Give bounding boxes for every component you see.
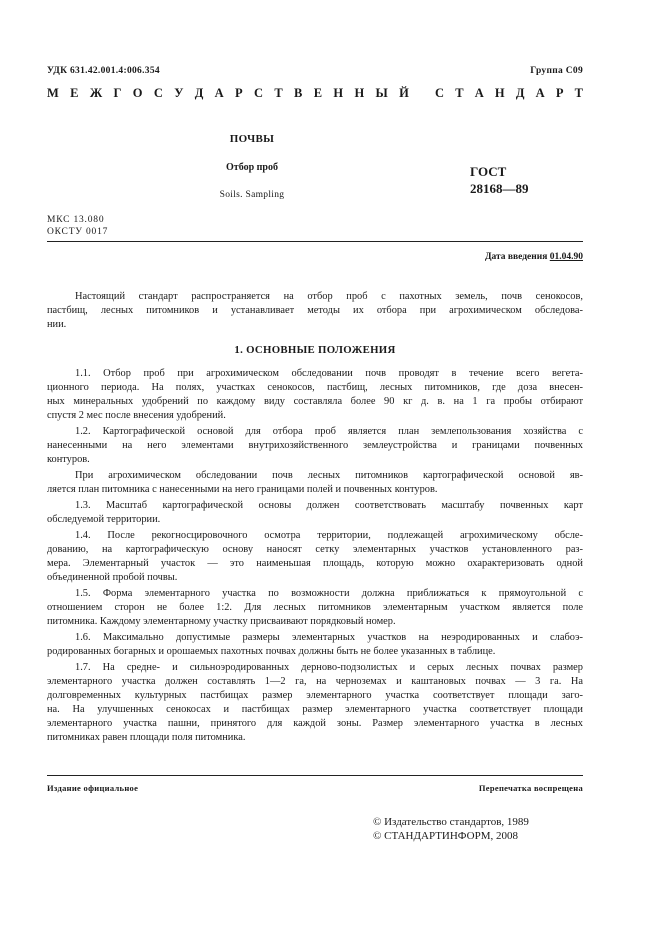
- udk-code: УДК 631.42.001.4:006.354: [47, 66, 160, 76]
- section-paragraph: [47, 367, 583, 423]
- section-paragraph: [47, 529, 583, 585]
- banner-word1-letter: М: [47, 86, 59, 100]
- header-divider: [47, 241, 583, 242]
- mks-code: МКС 13.080: [47, 215, 105, 225]
- section-paragraph-line: 1.4. После рекогносцировочного осмотра территории, подлежащей агрохимическому обсле-: [75, 530, 583, 541]
- group-code: Группа С09: [530, 66, 583, 76]
- section-paragraph-line: обследуемой территории.: [47, 514, 161, 525]
- document-title: ПОЧВЫ: [229, 133, 275, 145]
- copyright-publisher: © Издательство стандартов, 1989: [373, 816, 529, 828]
- banner-word-interstate: [47, 86, 409, 101]
- intro-date-label: Дата введения: [484, 252, 548, 262]
- banner-word1-letter: Ы: [375, 86, 388, 100]
- section-paragraph-line: родированных богарных и орошаемых пахотных почвах должны быть не более указанных в таблице.: [47, 646, 496, 657]
- reprint-note: Перепечатка воспрещена: [478, 783, 583, 793]
- section-paragraph-line: питомника. Каждому элементарному участку присваивают порядковый номер.: [47, 616, 396, 627]
- section-paragraph-line: спустя 2 мес после внесения удобрений.: [47, 410, 226, 421]
- section-body: [47, 367, 583, 747]
- banner-word1-letter: Е: [313, 86, 323, 100]
- section-paragraph-line: контуров.: [47, 454, 90, 465]
- banner-word1-letter: Й: [399, 86, 409, 100]
- banner-word1-letter: Г: [113, 86, 122, 100]
- banner-word1-letter: Ж: [89, 86, 103, 100]
- section-paragraph: [47, 661, 583, 745]
- banner-word1-letter: Т: [274, 86, 283, 100]
- banner-word2-letter: Д: [515, 86, 525, 100]
- section-paragraph-line: мера. Элементарный участок — это наименьшая площадь, которую можно охарактеризовать одной: [47, 558, 583, 569]
- section-paragraph-line: 1.1. Отбор проб при агрохимическом обследовании почв проводят в течение всего вегета-: [75, 368, 583, 379]
- section-paragraph-line: элементарного участка должен составлять 1—2 га, на черноземах и каштановых почвах — 3 га. На: [47, 676, 583, 687]
- intro-paragraph-line: нии.: [47, 319, 67, 330]
- edition-note: Издание официальное: [47, 783, 139, 793]
- banner-word1-letter: Н: [354, 86, 365, 100]
- section-paragraph-line: питомниках равен площади поля питомника.: [47, 732, 246, 743]
- banner-word2-letter: А: [535, 86, 545, 100]
- section-paragraph-line: отношением сторон не более 1:2. Для лесных питомников элементарным участком является поле: [47, 602, 583, 613]
- copyright-block: [373, 815, 583, 843]
- section-paragraph-line: элементарного участка пашни, принятого для каждой зоны. Размер элементарного участка в лесных: [47, 718, 583, 729]
- footer-divider: [47, 775, 583, 776]
- standard-banner: [47, 86, 583, 101]
- section-title: 1. ОСНОВНЫЕ ПОЛОЖЕНИЯ: [234, 344, 396, 356]
- gost-label: ГОСТ: [470, 164, 507, 179]
- banner-word1-letter: Е: [70, 86, 79, 100]
- banner-word1-letter: С: [254, 86, 264, 100]
- banner-word1-letter: Д: [194, 86, 204, 100]
- banner-word2-letter: Т: [574, 86, 583, 100]
- banner-word1-letter: В: [294, 86, 303, 100]
- gost-number: 28168—89: [470, 181, 529, 196]
- banner-word1-letter: С: [153, 86, 163, 100]
- section-paragraph-line: 1.6. Максимально допустимые размеры элементарных участков на неэродированных и слабоэ-: [75, 632, 583, 643]
- section-paragraph-line: объединенной пробой почвы.: [47, 572, 178, 583]
- section-paragraph-line: дованию, на картографическую основу наносят сетку элементарных участков установленного раз-: [47, 544, 583, 555]
- section-paragraph-line: ционного периода. На полях, участках сенокосов, пастбищ, лесных питомников, где доза внесен-: [47, 382, 583, 393]
- section-paragraph: [47, 631, 583, 659]
- intro-paragraph-line: пастбищ, лесных питомников и устанавливает методы их отбора при агрохимическом обследова-: [47, 305, 583, 316]
- copyright-standartinform: © СТАНДАРТИНФОРМ, 2008: [373, 830, 518, 842]
- banner-word2-letter: Т: [455, 86, 464, 100]
- section-paragraph-line: нанесенными на него элементами внутрихозяйственного землеустройства и границами почвенных: [47, 440, 583, 451]
- section-paragraph-line: долговременных культурных пастбищах размер элементарного участка соответствует площади заго-: [47, 690, 583, 701]
- banner-word-standard: [435, 86, 583, 101]
- section-paragraph: [47, 587, 583, 629]
- banner-word2-letter: С: [435, 86, 445, 100]
- banner-word1-letter: О: [132, 86, 143, 100]
- intro-paragraph-line: Настоящий стандарт распространяется на отбор проб с пахотных земель, почв сенокосов,: [75, 291, 583, 302]
- banner-word1-letter: А: [214, 86, 224, 100]
- section-paragraph: [47, 499, 583, 527]
- banner-word1-letter: Н: [333, 86, 344, 100]
- section-paragraph-line: ных минеральных удобрений по каждому виду составляла более 90 кг д. в. на 1 га пробы отбирают: [47, 396, 583, 407]
- section-paragraph-line: При агрохимическом обследовании почв лесных питомников картографической основой яв-: [75, 470, 583, 481]
- banner-word2-letter: Р: [555, 86, 564, 100]
- section-paragraph-line: 1.7. На средне- и сильноэродированных дерново-подзолистых и серых лесных почвах размер: [75, 662, 583, 673]
- intro-date-value: 01.04.90: [549, 252, 583, 262]
- section-paragraph: [47, 425, 583, 467]
- english-title: Soils. Sampling: [219, 190, 285, 200]
- okstu-code: ОКСТУ 0017: [47, 227, 109, 237]
- intro-date: [485, 252, 583, 262]
- section-paragraph-line: 1.2. Картографической основой для отбора проб является план землепользования хозяйства с: [75, 426, 583, 437]
- section-paragraph-line: ляется план питомника с нанесенными на него границами полей и почвенных контуров.: [47, 484, 438, 495]
- banner-word2-letter: А: [474, 86, 484, 100]
- banner-word2-letter: Н: [494, 86, 505, 100]
- intro-paragraph: [47, 290, 583, 332]
- section-paragraph: [47, 469, 583, 497]
- banner-word1-letter: Р: [235, 86, 243, 100]
- section-paragraph-line: на. На улучшенных сенокосах и пастбищах размер элементарного участка соответствует площади: [47, 704, 583, 715]
- section-paragraph-line: 1.5. Форма элементарного участка по возможности должна приближаться к прямоугольной с: [75, 588, 583, 599]
- section-paragraph-line: 1.3. Масштаб картографической основы должен соответствовать масштабу почвенных карт: [75, 500, 583, 511]
- banner-word1-letter: У: [174, 86, 184, 100]
- document-subtitle: Отбор проб: [226, 162, 278, 173]
